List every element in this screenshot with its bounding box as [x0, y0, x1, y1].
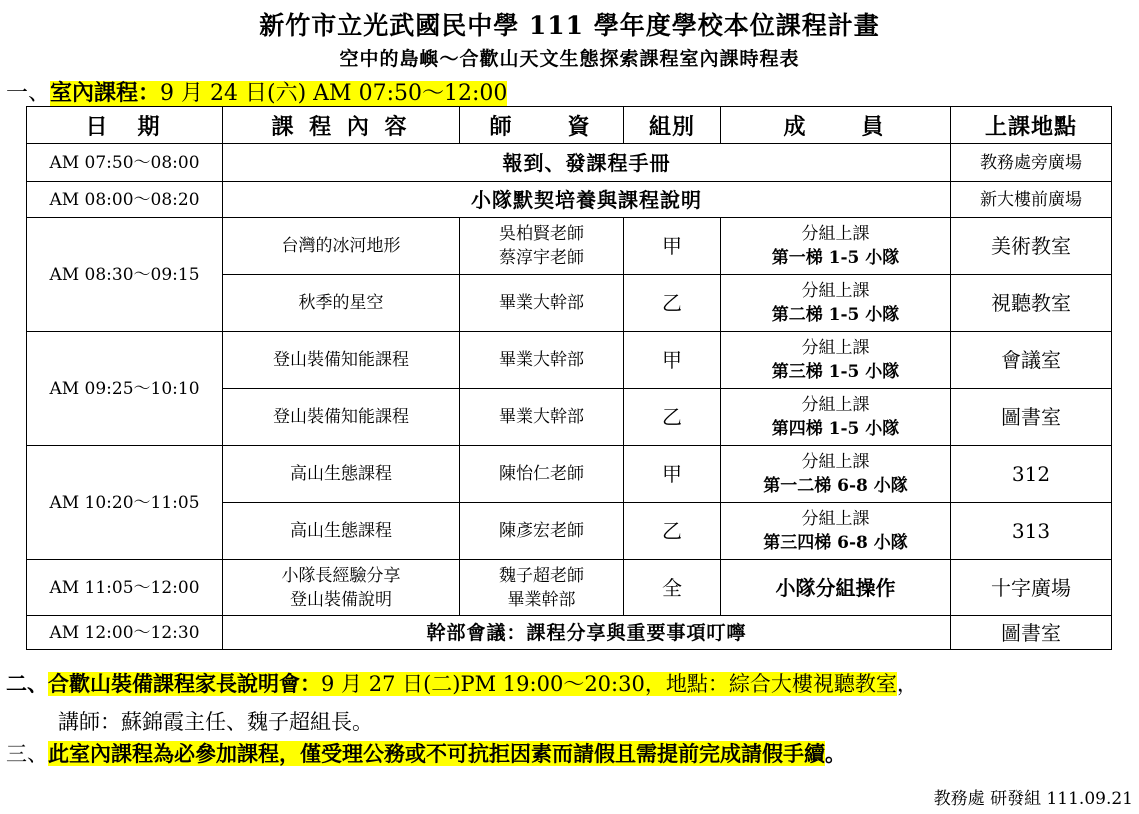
teacher-cell: 畢業大幹部	[460, 275, 624, 332]
table-row	[27, 182, 1112, 218]
course-cell: 登山裝備知能課程	[223, 332, 460, 389]
location-cell: 312	[951, 446, 1112, 503]
schedule-table	[26, 106, 1112, 650]
group-cell: 甲	[624, 332, 721, 389]
table-row	[27, 332, 1112, 389]
merged-activity-cell: 幹部會議：課程分享與重要事項叮嚀	[223, 616, 951, 650]
time-cell: AM 10:20～11:05	[27, 446, 223, 560]
section-3-text: 此室內課程為必參加課程，僅受理公務或不可抗拒因素而請假且需提前完成請假手續	[48, 741, 825, 766]
table-row	[27, 560, 1112, 616]
group-cell: 乙	[624, 275, 721, 332]
course-cell: 秋季的星空	[223, 275, 460, 332]
teacher-cell: 陳怡仁老師	[460, 446, 624, 503]
section-1-heading	[6, 76, 507, 107]
time-cell: AM 08:00～08:20	[27, 182, 223, 218]
header-group: 組別	[624, 107, 721, 144]
location-cell: 圖書室	[951, 389, 1112, 446]
location-cell: 視聽教室	[951, 275, 1112, 332]
teacher-line: 蔡淳宇老師	[499, 248, 584, 268]
group-cell: 甲	[624, 218, 721, 275]
merged-activity-cell: 報到、發課程手冊	[223, 144, 951, 182]
page-subtitle: 空中的島嶼～合歡山天文生態探索課程室內課時程表	[339, 48, 800, 70]
footer-signature: 教務處 研發組 111.09.21	[933, 789, 1133, 809]
course-line: 小隊長經驗分享	[281, 565, 401, 586]
group-cell: 甲	[624, 446, 721, 503]
table-row	[27, 144, 1112, 182]
section-2-line2: 講師：蘇錦霞主任、魏子超組長。	[58, 710, 373, 734]
location-cell: 會議室	[951, 332, 1112, 389]
group-cell: 乙	[624, 389, 721, 446]
teacher-cell	[460, 560, 624, 616]
teacher-cell: 畢業大幹部	[460, 389, 624, 446]
members-squad: 第三四梯 6-8 小隊	[763, 533, 908, 553]
section-1-highlight	[50, 81, 507, 106]
location-cell: 新大樓前廣場	[951, 182, 1112, 218]
section-2-highlight	[48, 672, 897, 696]
time-cell: AM 11:05～12:00	[27, 560, 223, 616]
course-cell	[223, 560, 460, 616]
section-2-number: 二、	[6, 671, 48, 696]
teacher-cell: 陳彥宏老師	[460, 503, 624, 560]
section-2-detail: 9 月 27 日(二)PM 19:00～20:30，地點：綜合大樓視聽教室	[321, 672, 897, 696]
teacher-line: 吳柏賢老師	[499, 224, 584, 244]
section-2	[6, 668, 918, 698]
members-line: 分組上課	[801, 452, 870, 472]
time-cell: AM 09:25～10:10	[27, 332, 223, 446]
members-line: 分組上課	[801, 281, 870, 301]
members-cell	[721, 446, 951, 503]
teacher-cell	[460, 218, 624, 275]
section-3	[6, 738, 846, 768]
table-row	[27, 446, 1112, 503]
members-line: 分組上課	[801, 338, 870, 358]
header-teacher: 師 資	[460, 107, 624, 144]
members-cell	[721, 218, 951, 275]
members-cell	[721, 389, 951, 446]
section-2-label: 合歡山裝備課程家長說明會：	[48, 671, 321, 696]
course-cell: 高山生態課程	[223, 446, 460, 503]
members-squad: 第一梯 1-5 小隊	[771, 248, 900, 268]
course-line: 登山裝備說明	[290, 589, 392, 610]
section-3-number: 三、	[6, 742, 48, 766]
location-cell: 美術教室	[951, 218, 1112, 275]
header-course: 課 程 內 容	[223, 107, 460, 144]
members-line: 分組上課	[801, 509, 870, 529]
members-cell	[721, 275, 951, 332]
table-header-row	[27, 107, 1112, 144]
members-cell	[721, 332, 951, 389]
section-2-tail: ，	[896, 672, 918, 696]
header-members: 成 員	[721, 107, 951, 144]
header-date: 日 期	[27, 107, 223, 144]
merged-activity-cell: 小隊默契培養與課程說明	[223, 182, 951, 218]
members-line: 分組上課	[801, 224, 870, 244]
teacher-cell: 畢業大幹部	[460, 332, 624, 389]
section-1-datetime: 9 月 24 日(六) AM 07:50～12:00	[160, 81, 508, 106]
group-cell: 全	[624, 560, 721, 616]
table-row	[27, 218, 1112, 275]
teacher-line: 畢業幹部	[507, 589, 576, 610]
section-1-label: 室內課程：	[50, 80, 161, 106]
page-title: 新竹市立光武國民中學 111 學年度學校本位課程計畫	[259, 11, 880, 40]
location-cell: 313	[951, 503, 1112, 560]
table-row	[27, 616, 1112, 650]
members-line: 分組上課	[801, 395, 870, 415]
members-squad: 第二梯 1-5 小隊	[771, 305, 900, 325]
time-cell: AM 07:50～08:00	[27, 144, 223, 182]
course-cell: 高山生態課程	[223, 503, 460, 560]
section-1-number: 一、	[6, 81, 51, 106]
section-3-tail: 。	[825, 741, 846, 766]
time-cell: AM 08:30～09:15	[27, 218, 223, 332]
teacher-line: 魏子超老師	[499, 565, 584, 586]
location-cell: 圖書室	[951, 616, 1112, 650]
course-cell: 台灣的冰河地形	[223, 218, 460, 275]
header-location: 上課地點	[951, 107, 1112, 144]
members-cell: 小隊分組操作	[721, 560, 951, 616]
time-cell: AM 12:00～12:30	[27, 616, 223, 650]
group-cell: 乙	[624, 503, 721, 560]
members-squad: 第四梯 1-5 小隊	[771, 419, 900, 439]
members-cell	[721, 503, 951, 560]
members-squad: 第一二梯 6-8 小隊	[763, 476, 908, 496]
members-squad: 第三梯 1-5 小隊	[771, 362, 900, 382]
location-cell: 教務處旁廣場	[951, 144, 1112, 182]
course-cell: 登山裝備知能課程	[223, 389, 460, 446]
location-cell: 十字廣場	[951, 560, 1112, 616]
